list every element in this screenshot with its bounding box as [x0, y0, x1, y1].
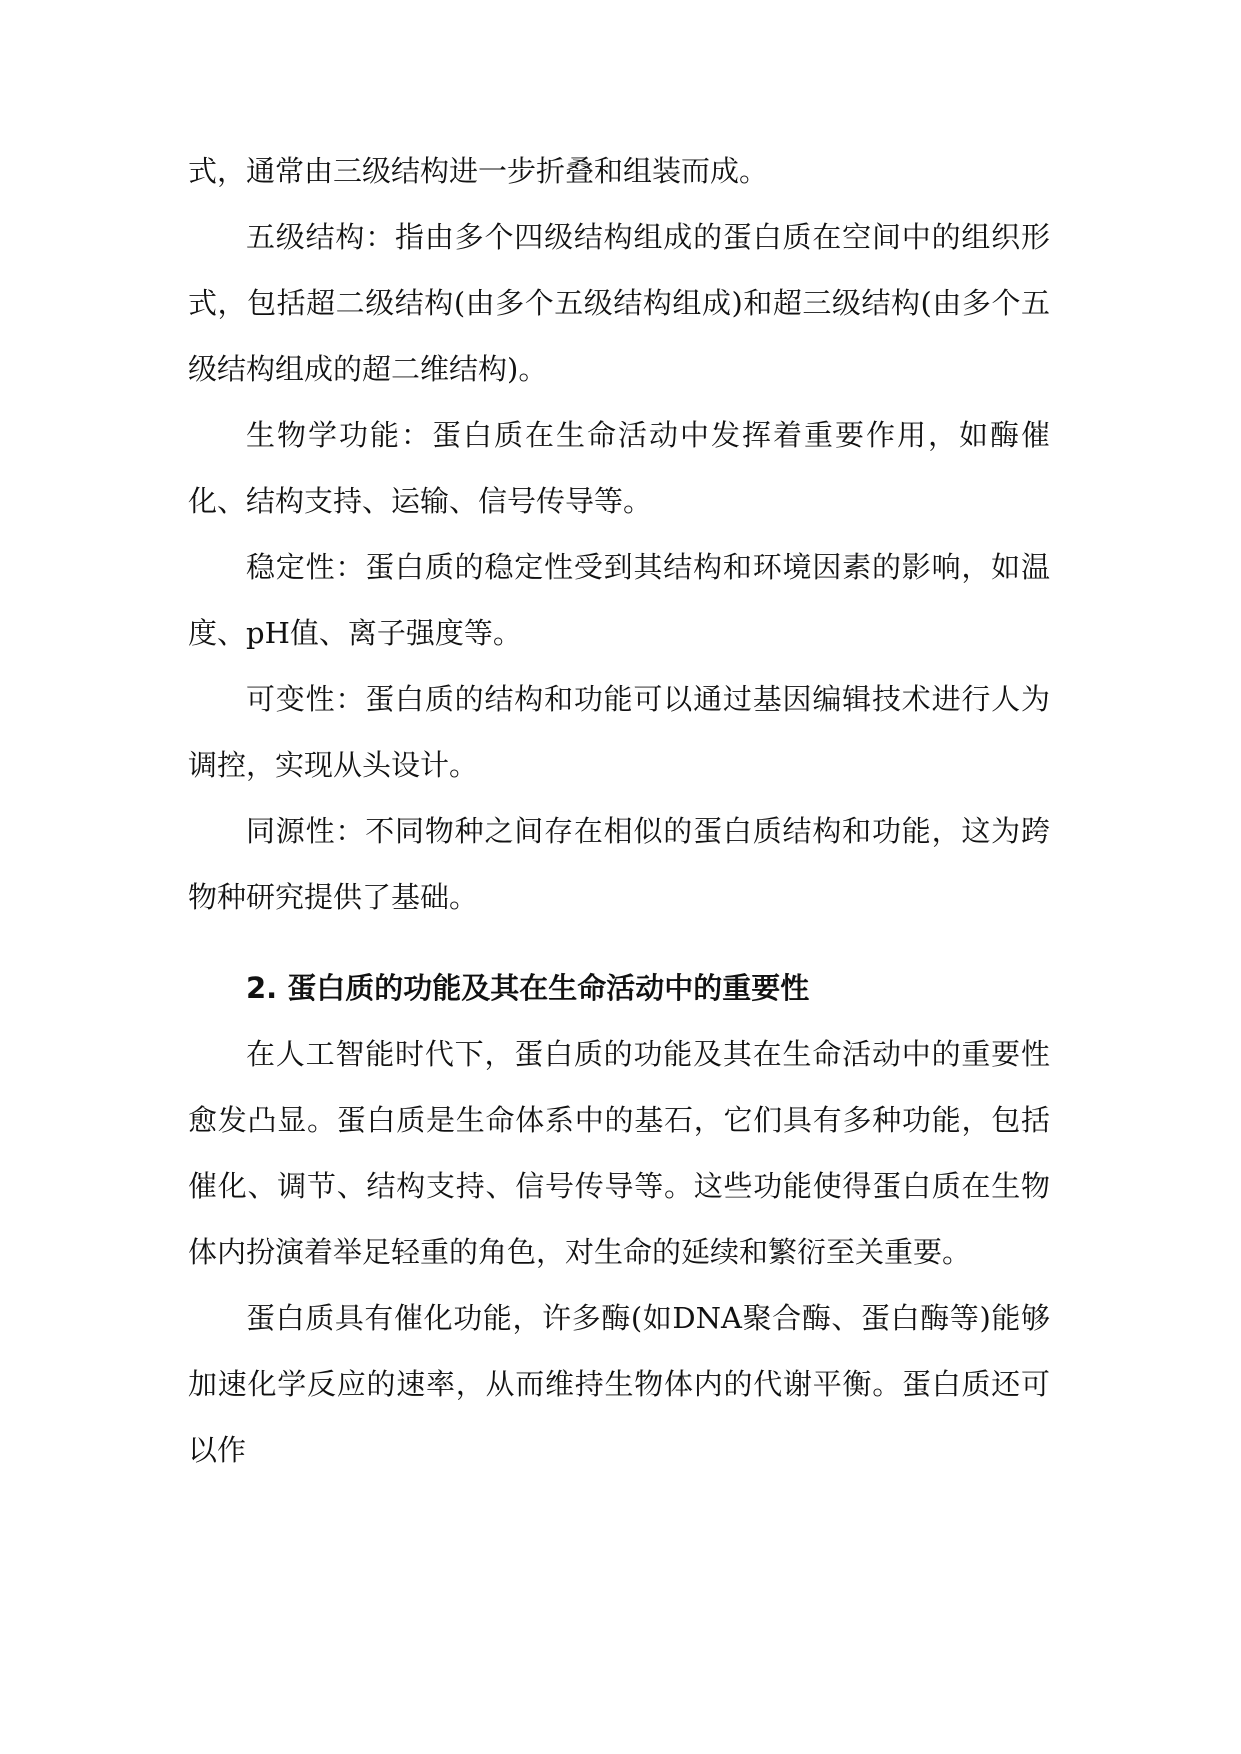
- paragraph-continuation: 式，通常由三级结构进一步折叠和组装而成。: [188, 154, 769, 188]
- paragraph-importance: 在人工智能时代下，蛋白质的功能及其在生命活动中的重要性愈发凸显。蛋白质是生命体系中的基石，它们具有多种功能，包括催化、调节、结构支持、信号传导等。这些功能使得蛋白质在生物体内扮演着举足轻重的角色，对生命的延续和繁衍至关重要。: [188, 1037, 1050, 1269]
- paragraph-biological-function: 生物学功能：蛋白质在生命活动中发挥着重要作用，如酶催化、结构支持、运输、信号传导等。: [188, 418, 1050, 518]
- paragraph-homology: 同源性：不同物种之间存在相似的蛋白质结构和功能，这为跨物种研究提供了基础。: [188, 814, 1050, 914]
- section-heading: 2. 蛋白质的功能及其在生命活动中的重要性: [246, 971, 810, 1005]
- document-body: [188, 138, 1050, 1483]
- paragraph-catalysis: 蛋白质具有催化功能，许多酶(如DNA聚合酶、蛋白酶等)能够加速化学反应的速率，从而维持生物体内的代谢平衡。蛋白质还可以作: [188, 1301, 1050, 1467]
- paragraph-variability: 可变性：蛋白质的结构和功能可以通过基因编辑技术进行人为调控，实现从头设计。: [188, 682, 1050, 782]
- paragraph-stability: 稳定性：蛋白质的稳定性受到其结构和环境因素的影响，如温度、pH值、离子强度等。: [188, 550, 1050, 650]
- paragraph-quinary-structure: 五级结构：指由多个四级结构组成的蛋白质在空间中的组织形式，包括超二级结构(由多个五级结构组成)和超三级结构(由多个五级结构组成的超二维结构)。: [188, 220, 1050, 386]
